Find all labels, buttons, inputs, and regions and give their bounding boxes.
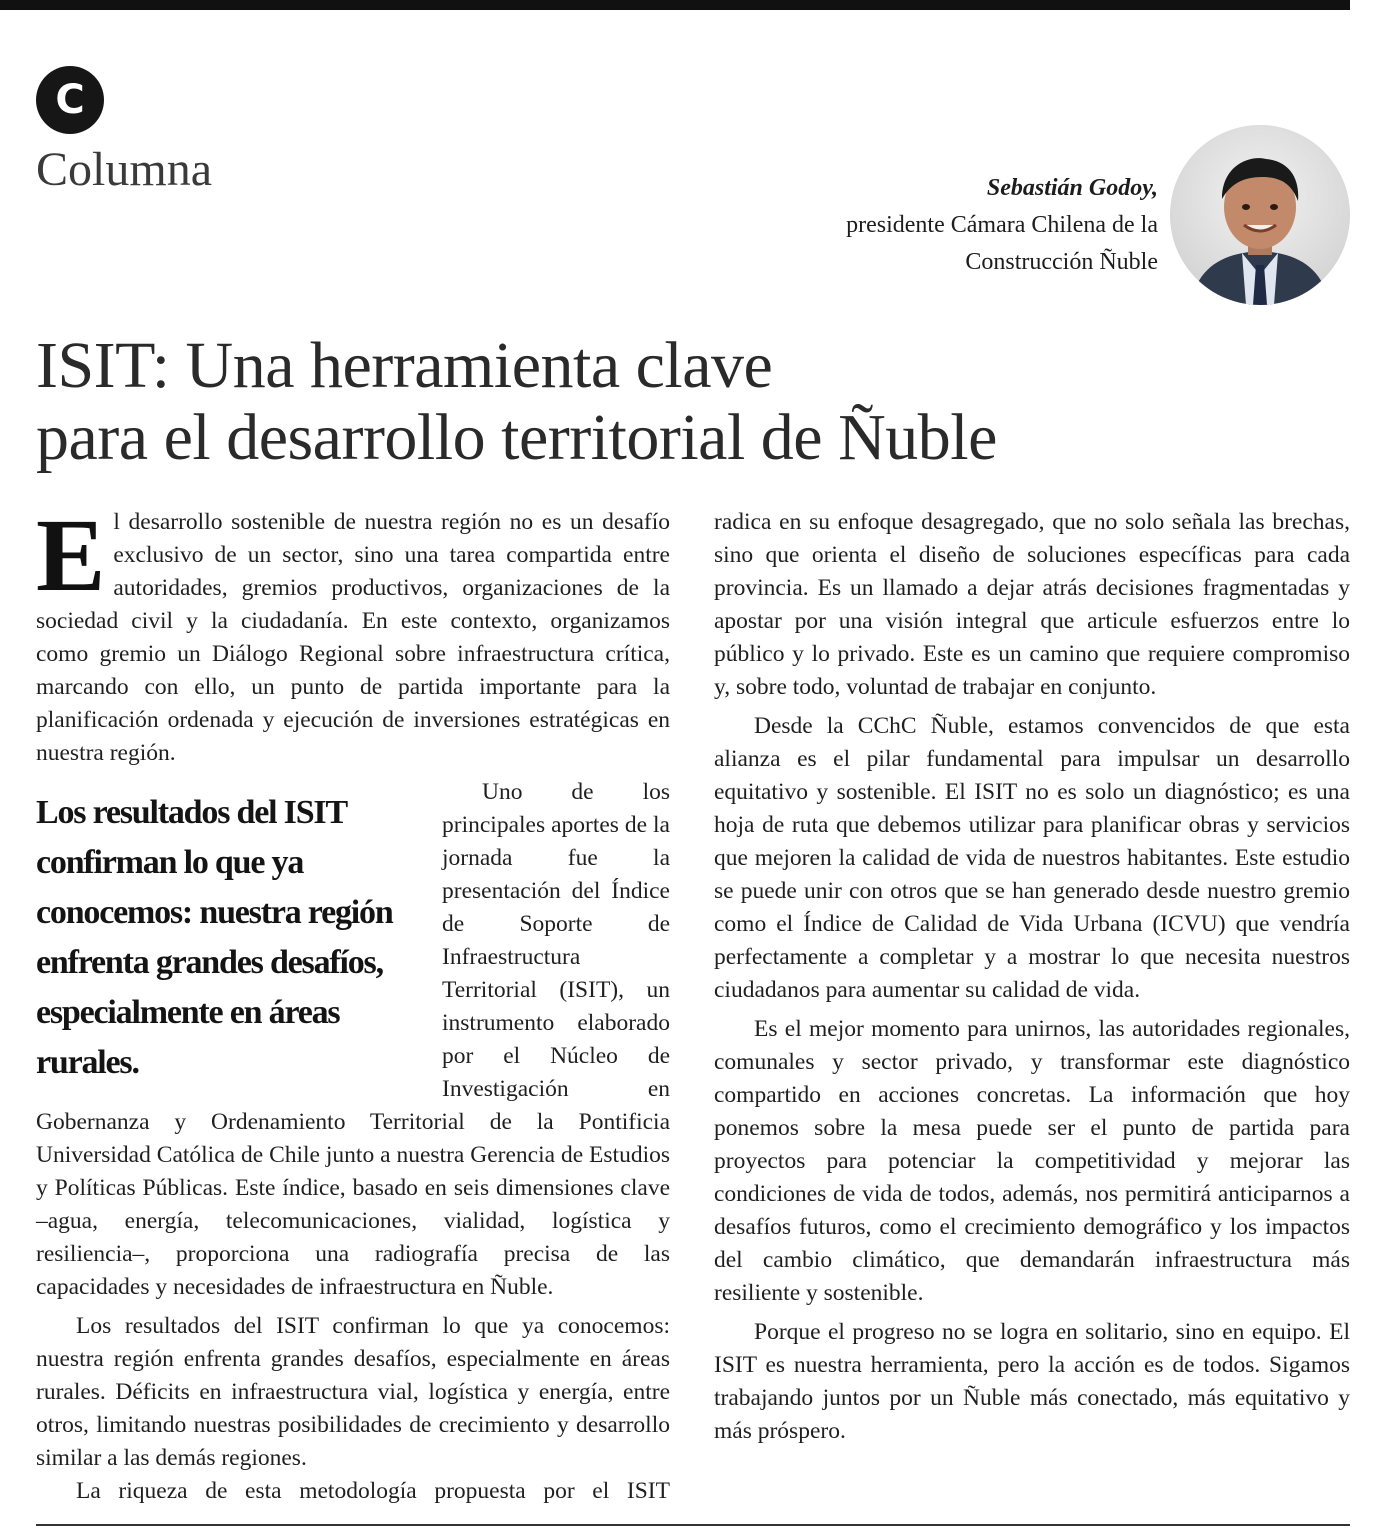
- article-paragraph-1: [36, 498, 670, 770]
- byline-role-line1: presidente Cámara Chilena de la: [846, 212, 1158, 238]
- bottom-rule: [36, 1524, 1350, 1526]
- drop-cap: E: [36, 498, 106, 613]
- top-rule: [0, 0, 1350, 10]
- author-portrait-icon: [1170, 125, 1350, 305]
- author-photo: [1170, 125, 1350, 305]
- article-paragraph-3: Los resultados del ISIT confirman lo que ya conocemos: nuestra región enfrenta grandes desafíos, especialmente en áreas rurales. Déficits en infraestructura vial, logística y energía, entre otros, limitando nuestras posibilidades de crecimiento y desarrollo similar a las demás regiones.: [36, 1313, 670, 1471]
- pull-quote: Los resultados del ISIT confirman lo que ya conocemos: nuestra región enfrenta grandes desafíos, especialmente en áreas rurales.: [36, 794, 393, 1081]
- article-column-left: [36, 498, 670, 1508]
- headline: [36, 330, 1356, 474]
- headline-line1: ISIT: Una herramienta clave: [36, 329, 773, 402]
- byline-role-line2: Construcción Ñuble: [965, 249, 1158, 275]
- article-column-right: [714, 506, 1350, 1448]
- article-paragraph-4-start: La riqueza de esta metodología propuesta por el ISIT: [76, 1478, 670, 1504]
- paragraph-1-text: l desarrollo sostenible de nuestra región no es un desafío exclusivo de un sector, sino una tarea compartida entre autoridades, gremios productivos, organizaciones de la sociedad civil y la ciudadanía. En este contexto, organizamos como gremio un Diálogo Regional sobre infraestructura crítica, marcando con ello, un punto de partida importante para la planificación ordenada y ejecución de inversiones estratégicas en nuestra región.: [36, 509, 670, 766]
- article-paragraph-2: Uno de los principales aportes de la jornada fue la presentación del Índice de Soporte de Infraestructura Territorial (ISIT), un instrumento elaborado por el Núcleo de Investigación en Gobernanza y Ordenamiento Territorial de la Pontificia Universidad Católica de Chile junto a nuestra Gerencia de Estudios y Políticas Públicas. Este índice, basado en seis dimensiones clave –agua, energía, telecomunicaciones, vialidad, logística y resiliencia–, proporciona una radiografía precisa de las capacidades y necesidades de infraestructura en Ñuble.: [36, 779, 670, 1300]
- byline-author: Sebastián Godoy,: [986, 175, 1158, 201]
- section-badge: C: [36, 66, 104, 134]
- article-paragraph-4-continued: radica en su enfoque desagregado, que no solo señala las brechas, sino que orienta el diseño de soluciones específicas para cada provincia. Es un llamado a dejar atrás decisiones fragmentadas y apostar por una visión integral que articule esfuerzos entre lo público y lo privado. Este es un camino que requiere compromiso y, sobre todo, voluntad de trabajar en conjunto.: [714, 509, 1350, 700]
- article-paragraph-7: Porque el progreso no se logra en solitario, sino en equipo. El ISIT es nuestra herramienta, pero la acción es de todos. Sigamos trabajando juntos por un Ñuble más conectado, más equitativo y más próspero.: [714, 1319, 1350, 1444]
- byline: [846, 170, 1158, 281]
- article-paragraph-6: Es el mejor momento para unirnos, las autoridades regionales, comunales y sector privado, y transformar este diagnóstico compartido en acciones concretas. La información que hoy ponemos sobre la mesa puede ser el punto de partida para proyectos para potenciar la competitividad y mejorar las condiciones de vida de todos, además, nos permitirá anticiparnos a desafíos futuros, como el crecimiento demográfico y los impactos del cambio climático, que demandarán infraestructura más resiliente y sostenible.: [714, 1016, 1350, 1306]
- headline-line2: para el desarrollo territorial de Ñuble: [36, 401, 997, 474]
- article-paragraph-5: Desde la CChC Ñuble, estamos convencidos de que esta alianza es el pilar fundamental para impulsar un desarrollo equitativo y sostenible. El ISIT no es solo un diagnóstico; es una hoja de ruta que debemos utilizar para planificar obras y servicios que mejoren la calidad de vida de nuestros habitantes. Este estudio se puede unir con otros que se han generado desde nuestro gremio como el Índice de Calidad de Vida Urbana (ICVU) que vendría perfectamente a completar y a mostrar lo que necesita nuestros ciudadanos para aumentar su calidad de vida.: [714, 713, 1350, 1003]
- section-label: Columna: [36, 143, 212, 196]
